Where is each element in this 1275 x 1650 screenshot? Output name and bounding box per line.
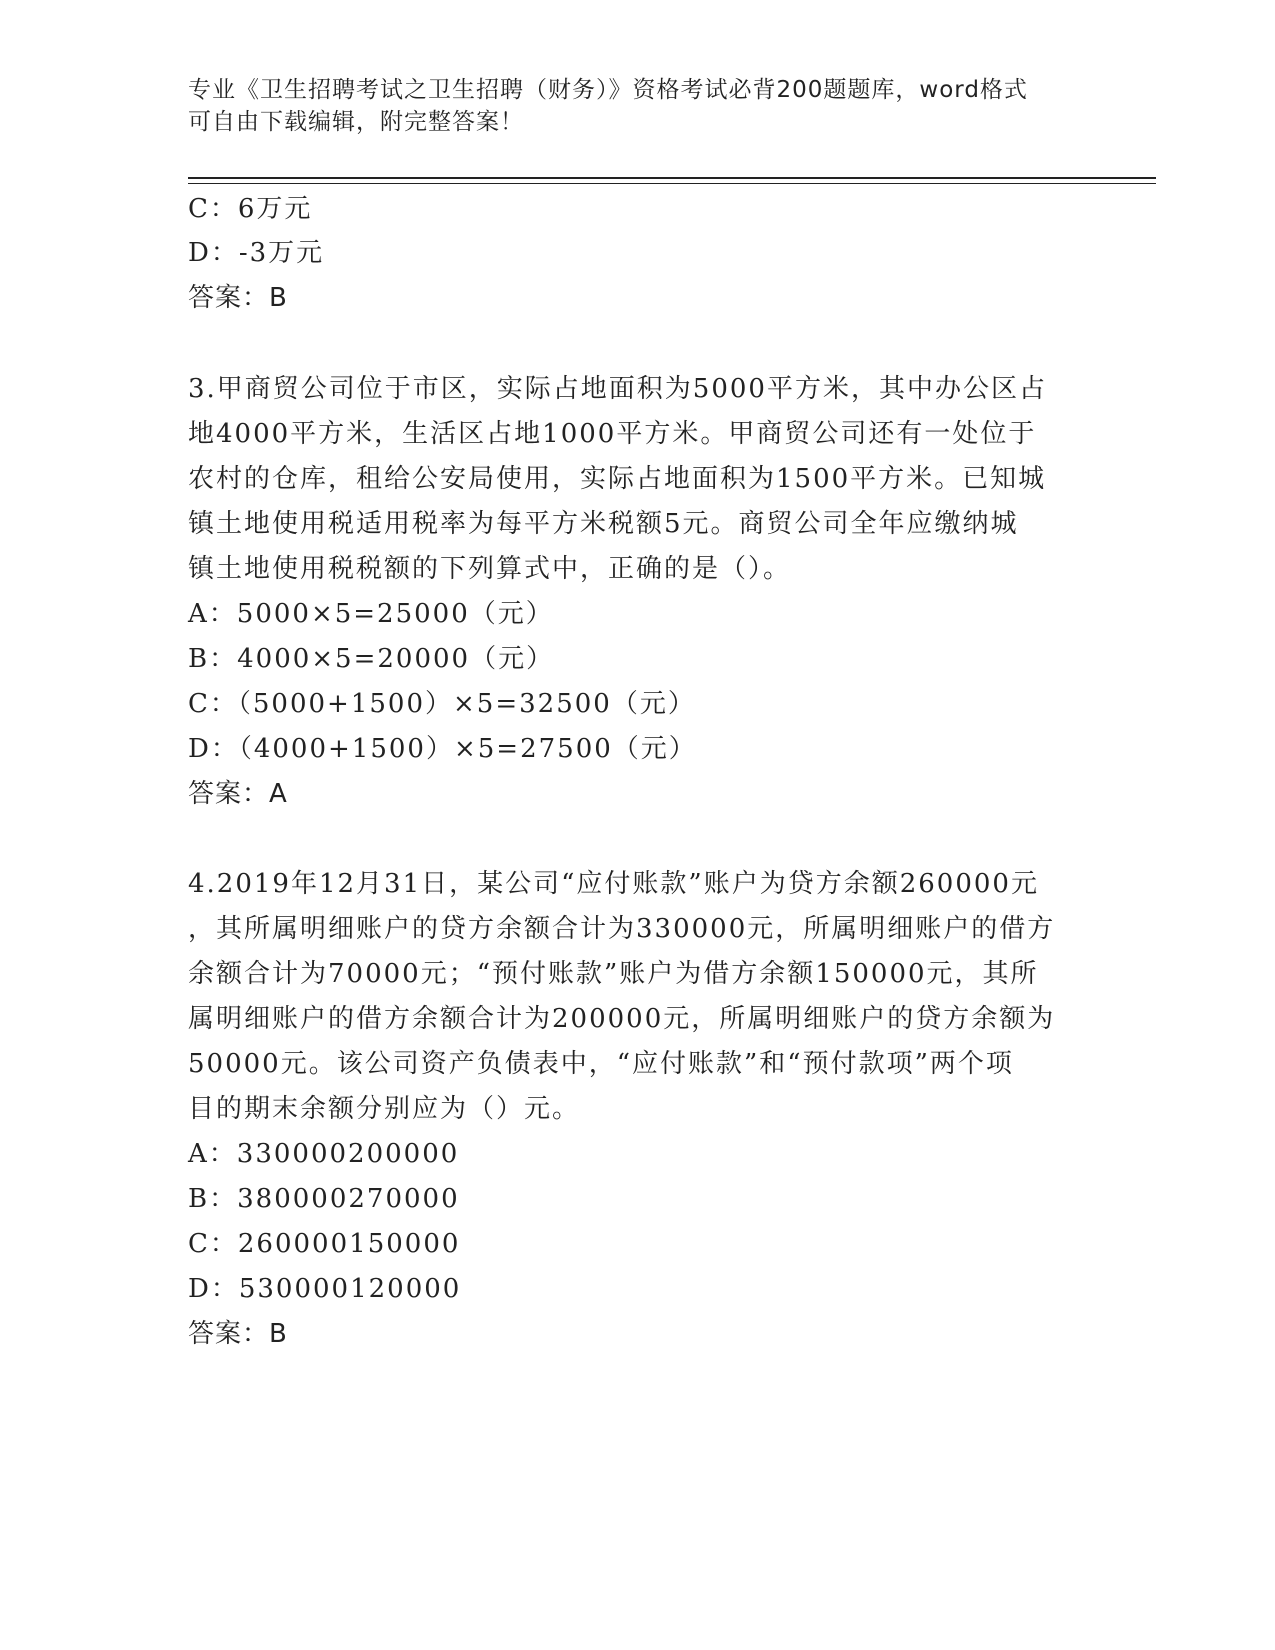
q3-answer: 答案：A: [188, 779, 288, 809]
q4-option-a: A：330000200000: [188, 1139, 460, 1169]
q3-option-c: C：（5000+1500）×5=32500（元）: [188, 689, 696, 719]
q3-option-d: D：（4000+1500）×5=27500（元）: [188, 734, 697, 764]
q4-option-d: D：530000120000: [188, 1274, 462, 1304]
q4-stem-line-1: 4.2019年12月31日，某公司“应付账款”账户为贷方余额260000元: [188, 869, 1039, 899]
q2-option-d: D：-3万元: [188, 238, 325, 268]
q3-stem-line-1: 3.甲商贸公司位于市区，实际占地面积为5000平方米，其中办公区占: [188, 374, 1047, 404]
q4-answer: 答案：B: [188, 1319, 288, 1349]
document-header: [188, 74, 1088, 138]
q4-option-b: B：380000270000: [188, 1184, 460, 1214]
q3-stem-line-4: 镇土地使用税适用税率为每平方米税额5元。商贸公司全年应缴纳城: [188, 509, 1019, 539]
q4-option-c: C：260000150000: [188, 1229, 461, 1259]
q3-stem-line-5: 镇土地使用税税额的下列算式中，正确的是（）。: [188, 554, 792, 584]
q3-option-b: B：4000×5=20000（元）: [188, 644, 555, 674]
q3-option-a: A：5000×5=25000（元）: [188, 599, 554, 629]
header-line-1: 专业《卫生招聘考试之卫生招聘（财务）》资格考试必背200题题库，word格式: [188, 77, 1028, 103]
header-rule-thin: [188, 183, 1156, 184]
header-rule-thick: [188, 177, 1156, 179]
q4-stem-line-3: 余额合计为70000元；“预付账款”账户为借方余额150000元，其所: [188, 959, 1039, 989]
q3-stem-line-3: 农村的仓库，租给公安局使用，实际占地面积为1500平方米。已知城: [188, 464, 1047, 494]
q3-stem-line-2: 地4000平方米，生活区占地1000平方米。甲商贸公司还有一处位于: [188, 419, 1037, 449]
q4-stem-line-4: 属明细账户的借方余额合计为200000元，所属明细账户的贷方余额为: [188, 1004, 1056, 1034]
q2-answer: 答案：B: [188, 283, 288, 313]
header-line-2: 可自由下载编辑，附完整答案！: [188, 109, 524, 135]
q4-stem-line-6: 目的期末余额分别应为（）元。: [188, 1094, 581, 1124]
q2-option-c: C：6万元: [188, 194, 313, 224]
q4-stem-line-5: 50000元。该公司资产负债表中，“应付账款”和“预付款项”两个项: [188, 1049, 1014, 1079]
q4-stem-line-2: ，其所属明细账户的贷方余额合计为330000元，所属明细账户的借方: [188, 914, 1056, 944]
